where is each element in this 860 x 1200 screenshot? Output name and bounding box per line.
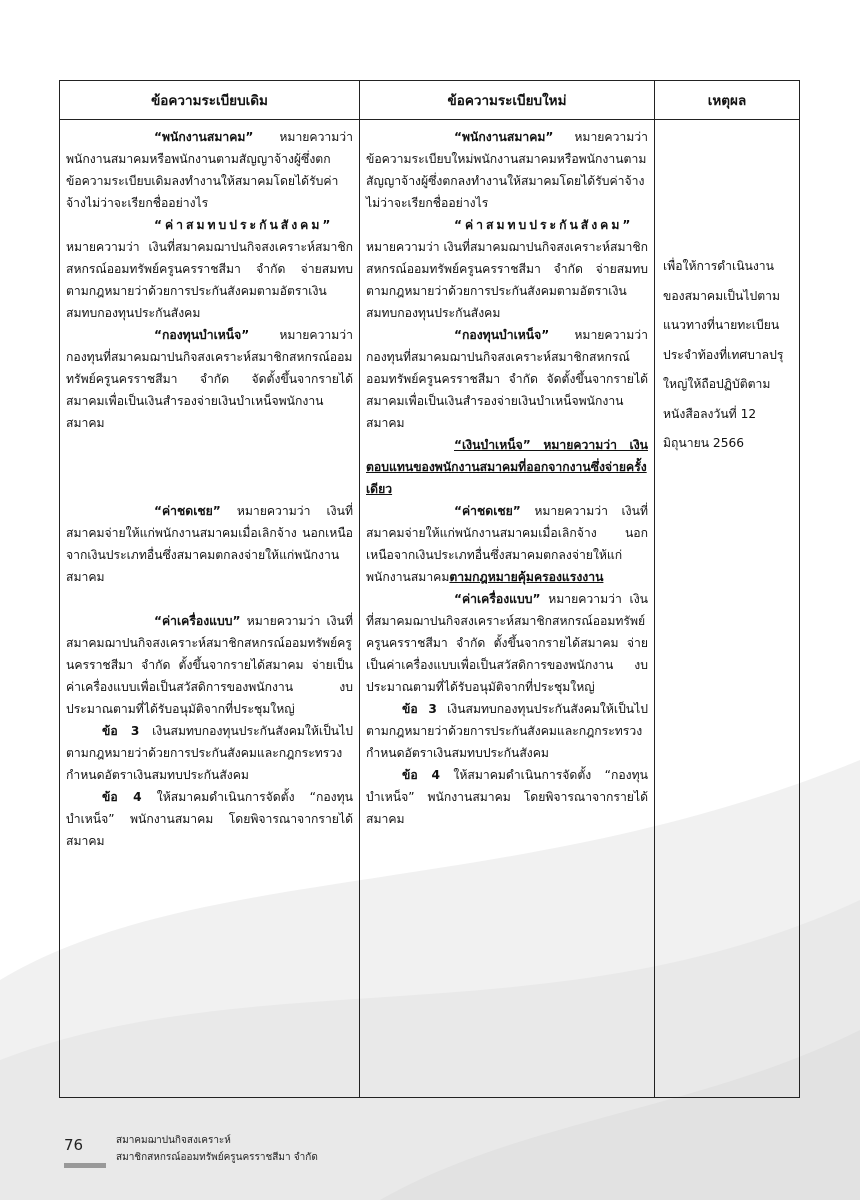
page-number-bar <box>64 1163 106 1168</box>
reason-text: เพื่อให้การดำเนินงานของสมาคมเป็นไปตามแนวทางที่นายทะเบียนประจำท้องที่เทศบาลปรุใหญ่ให้ถือปฏิบัติตามหนังสือลงวันที่ 12 มิถุนายน 2566 <box>663 259 784 450</box>
spacer <box>66 434 353 500</box>
old-uniform-definition: “ค่าเครื่องแบบ” หมายความว่า เงินที่สมาคมฌาปนกิจสงเคราะห์สมาชิกสหกรณ์ออมทรัพย์ครูนครราชสีมา จำกัด ตั้งขึ้นจากรายได้สมาคม จ่ายเป็นค่าเครื่องแบบเพื่อเป็นสวัสดิการของพนักงาน งบประมาณตามที่ได้รับอนุมัติจากที่ประชุมใหญ่ <box>66 614 353 716</box>
new-clause-3: ข้อ 3 เงินสมทบกองทุนประกันสังคมให้เป็นไปตามกฎหมายว่าด้วยการประกันสังคมและกฎกระทรวงกำหนดอัตราเงินสมทบประกันสังคม <box>366 702 648 760</box>
old-text-cell <box>60 120 360 1098</box>
comparison-table-wrapper <box>59 80 799 1098</box>
footer-org-line-1: สมาคมฌาปนกิจสงเคราะห์ <box>116 1135 231 1146</box>
new-employee-definition: “พนักงานสมาคม” หมายความว่าข้อความระเบียบใหม่พนักงานสมาคมหรือพนักงานตามสัญญาจ้างผู้ซึ่งตกลงทำงานให้สมาคมโดยได้รับค่าจ้างไม่ว่าจะเรียกชื่ออย่างไร <box>366 130 648 210</box>
old-social-security-definition: หมายความว่า เงินที่สมาคมฌาปนกิจสงเคราะห์สมาชิกสหกรณ์ออมทรัพย์ครูนครราชสีมา จำกัด จ่ายสมทบตามกฎหมายว่าด้วยการประกันสังคมตามอัตราเงินสมทบกองทุนประกันสังคม <box>66 240 353 320</box>
new-pension-fund-definition: “กองทุนบำเหน็จ” หมายความว่า กองทุนที่สมาคมฌาปนกิจสงเคราะห์สมาชิกสหกรณ์ออมทรัพย์ครูนครราชสีมา จำกัด จัดตั้งขึ้นจากรายได้สมาคมเพื่อเป็นเงินสำรองจ่ายเงินบำเหน็จพนักงานสมาคม <box>366 328 648 430</box>
table-body-row <box>60 120 800 1098</box>
new-social-security-term: “ค่าสมทบประกันสังคม” <box>454 218 634 232</box>
page-number: 76 <box>64 1136 84 1154</box>
old-social-security-term: “ค่าสมทบประกันสังคม” <box>154 218 334 232</box>
new-text-cell <box>360 120 655 1098</box>
old-clause-4: ข้อ 4 ให้สมาคมดำเนินการจัดตั้ง “กองทุนบำเหน็จ” พนักงานสมาคม โดยพิจารณาจากรายได้สมาคม <box>66 790 354 848</box>
header-new-text: ข้อความระเบียบใหม่ <box>360 81 655 120</box>
new-pension-definition: “เงินบำเหน็จ” หมายความว่า เงินตอบแทนของพนักงานสมาคมที่ออกจากงานซึ่งจ่ายครั้งเดียว <box>366 438 648 496</box>
spacer <box>66 588 353 610</box>
old-clause-3: ข้อ 3 เงินสมทบกองทุนประกันสังคมให้เป็นไปตามกฎหมายว่าด้วยการประกันสังคมและกฎกระทรวงกำหนดอัตราเงินสมทบประกันสังคม <box>66 724 353 782</box>
footer-org-line-2: สมาชิกสหกรณ์ออมทรัพย์ครูนครราชสีมา จำกัด <box>116 1152 318 1163</box>
old-employee-definition: “พนักงานสมาคม” หมายความว่า พนักงานสมาคมหรือพนักงานตามสัญญาจ้างผู้ซึ่งตกข้อความระเบียบเดิมลงทำงานให้สมาคมโดยได้รับค่าจ้างไม่ว่าจะเรียกชื่ออย่างไร <box>66 130 353 210</box>
header-old-text: ข้อความระเบียบเดิม <box>60 81 360 120</box>
comparison-table <box>59 80 800 1098</box>
table-header-row <box>60 81 800 120</box>
header-reason: เหตุผล <box>655 81 800 120</box>
new-clause-4: ข้อ 4 ให้สมาคมดำเนินการจัดตั้ง “กองทุนบำเหน็จ” พนักงานสมาคม โดยพิจารณาจากรายได้สมาคม <box>366 768 648 826</box>
new-social-security-definition: หมายความว่า เงินที่สมาคมฌาปนกิจสงเคราะห์สมาชิกสหกรณ์ออมทรัพย์ครูนครราชสีมา จำกัด จ่ายสมทบตามกฎหมายว่าด้วยการประกันสังคมตามอัตราเงินสมทบกองทุนประกันสังคม <box>366 240 648 320</box>
reason-cell <box>655 120 800 1098</box>
old-pension-fund-definition: “กองทุนบำเหน็จ” หมายความว่า กองทุนที่สมาคมฌาปนกิจสงเคราะห์สมาชิกสหกรณ์ออมทรัพย์ครูนครราชสีมา จำกัด จัดตั้งขึ้นจากรายได้สมาคมเพื่อเป็นเงินสำรองจ่ายเงินบำเหน็จพนักงานสมาคม <box>66 328 353 430</box>
new-uniform-definition: “ค่าเครื่องแบบ” หมายความว่า เงินที่สมาคมฌาปนกิจสงเคราะห์สมาชิกสหกรณ์ออมทรัพย์ครูนครราชสีมา จำกัด ตั้งขึ้นจากรายได้สมาคม จ่ายเป็นค่าเครื่องแบบเพื่อเป็นสวัสดิการของพนักงาน งบประมาณตามที่ได้รับอนุมัติจากที่ประชุมใหญ่ <box>366 592 648 694</box>
old-severance-definition: “ค่าชดเชย” หมายความว่า เงินที่สมาคมจ่ายให้แก่พนักงานสมาคมเมื่อเลิกจ้าง นอกเหนือจากเงินประเภทอื่นซึ่งสมาคมตกลงจ่ายให้แก่พนักงานสมาคม <box>66 504 353 584</box>
new-severance-definition: “ค่าชดเชย” หมายความว่า เงินที่สมาคมจ่ายให้แก่พนักงานสมาคมเมื่อเลิกจ้าง นอกเหนือจากเงินประเภทอื่นซึ่งสมาคมตกลงจ่ายให้แก่พนักงานสมาคมตามกฎหมายคุ้มครองแรงงาน <box>366 504 648 584</box>
